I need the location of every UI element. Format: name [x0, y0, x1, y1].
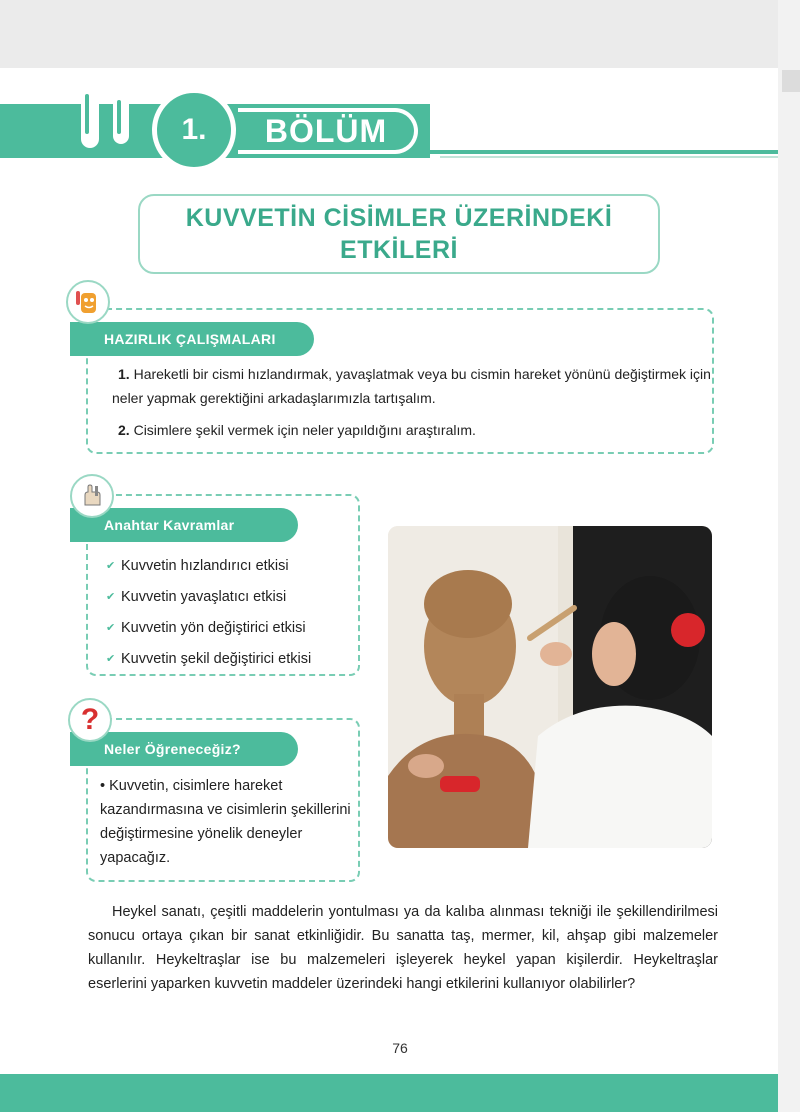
test-tubes-icon	[74, 72, 136, 160]
chapter-number-badge	[152, 88, 236, 172]
sculptor-photo	[388, 526, 712, 848]
checkmark-icon: ✔	[106, 653, 116, 665]
key-concept-text: Kuvvetin yön değiştirici etkisi	[121, 619, 306, 636]
chapter-label-pill	[238, 108, 418, 154]
list-item	[106, 550, 356, 581]
checkmark-icon: ✔	[106, 591, 116, 603]
preparation-item-1-number: 1.	[118, 366, 130, 382]
learning-heading-text: Neler Öğreneceğiz?	[104, 741, 241, 757]
question-mark-icon: ?	[68, 698, 112, 742]
list-item	[106, 581, 356, 612]
preparation-item-1	[112, 362, 712, 410]
top-band	[0, 0, 778, 68]
preparation-item-2-text: Cisimlere şekil vermek için neler yapıldığını araştıralım.	[133, 422, 476, 438]
page-number: 76	[392, 1040, 408, 1056]
chapter-label: BÖLÜM	[264, 112, 388, 149]
body-paragraph: Heykel sanatı, çeşitli maddelerin yontulması ya da kalıba alınması tekniği ile şekillendirilmesi sonucu ortaya çıkan bir sanat etkinliğidir. Bu sanatta taş, mermer, kil, ahşap gibi malzemeler kullanılır. Heykeltraşlar ise bu malzemeleri işleyerek heykel yapan kişilerdir. Heykeltraşlar eserlerini yaparken kuvvetin maddeler üzerindeki hangi etkilerini kullanıyor olabilirler?	[88, 904, 718, 992]
key-concepts-heading-text: Anahtar Kavramlar	[104, 517, 235, 533]
checkmark-icon: ✔	[106, 560, 116, 572]
right-margin-strip	[778, 0, 800, 1112]
learning-text: • Kuvvetin, cisimlere hareket kazandırmasına ve cisimlerin şekillerini değiştirmesine yönelik deneyler yapacağız.	[100, 778, 351, 866]
checkmark-icon: ✔	[106, 622, 116, 634]
preparation-item-1-text: Hareketli bir cismi hızlandırmak, yavaşlatmak veya bu cismin hareket yönünü değiştirmek için neler yapmak gerektiğini arkadaşlarımızla tartışalım.	[112, 366, 711, 406]
character-icon	[66, 280, 110, 324]
chapter-number: 1.	[181, 113, 207, 146]
topic-title-line2: ETKİLERİ	[340, 236, 458, 264]
key-concept-text: Kuvvetin hızlandırıcı etkisi	[121, 557, 289, 574]
header-rule-light	[440, 156, 778, 158]
preparation-heading-text: HAZIRLIK ÇALIŞMALARI	[104, 331, 276, 347]
list-item	[106, 643, 356, 674]
topic-title-line1: KUVVETİN CİSİMLER ÜZERİNDEKİ	[185, 204, 613, 232]
key-concepts-list	[106, 550, 356, 674]
topic-title-box	[138, 194, 660, 274]
preparation-item-2-number: 2.	[118, 422, 130, 438]
key-concept-text: Kuvvetin şekil değiştirici etkisi	[121, 650, 312, 667]
preparation-heading	[70, 322, 314, 356]
header-rule	[420, 150, 778, 154]
preparation-list	[112, 362, 712, 450]
bottom-bar	[0, 1074, 778, 1112]
hand-icon	[70, 474, 114, 518]
preparation-item-2	[112, 418, 712, 442]
learning-heading	[70, 732, 298, 766]
key-concept-text: Kuvvetin yavaşlatıcı etkisi	[121, 588, 287, 605]
margin-notch	[782, 70, 800, 92]
list-item	[106, 612, 356, 643]
